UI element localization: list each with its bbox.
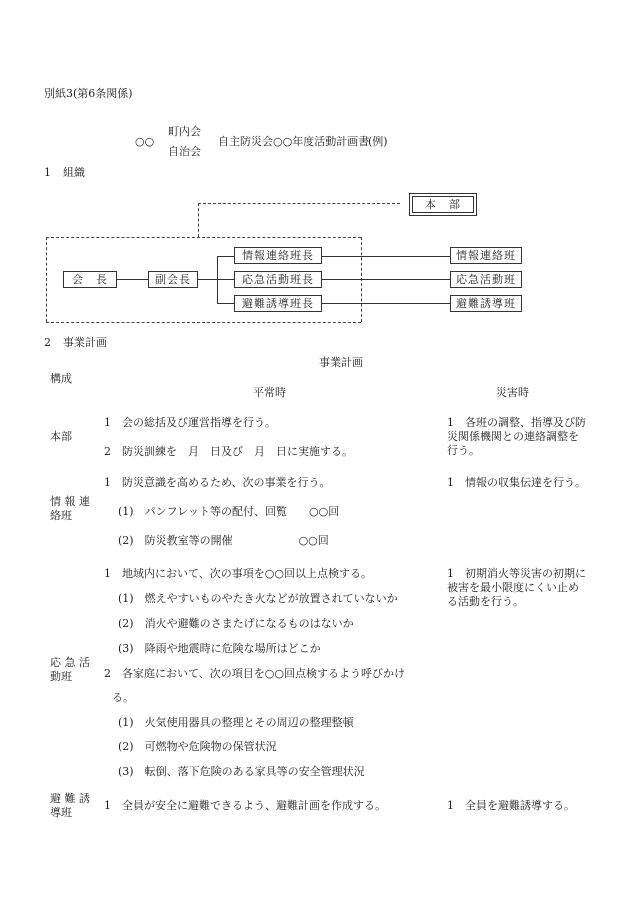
normal-item: (1) 燃えやすいものやたき火などが放置されていないか — [118, 592, 398, 605]
branch-line-1 — [217, 256, 234, 257]
normal-item: (2) 可燃物や危険物の保管状況 — [118, 740, 277, 753]
unit-label-info: 情 報 連絡班 — [50, 495, 90, 522]
branch-line-2 — [217, 279, 234, 280]
org-type-1: 町内会 — [168, 125, 201, 138]
chair-box: 会 長 — [63, 271, 117, 288]
section1-title: 組織 — [63, 166, 85, 179]
normal-item: 1 防災意識を高めるため、次の事業を行う。 — [104, 476, 331, 489]
normal-item: る。 — [112, 691, 134, 704]
normal-item: 2 各家庭において、次の項目を○○回点検するよう呼びかけ — [104, 667, 405, 680]
team-box-info: 情報連絡班 — [450, 247, 522, 264]
document-title: 自主防災会○○年度活動計画書 — [218, 135, 370, 148]
vice-chair-box: 副会長 — [148, 271, 198, 288]
disaster-item-emergency: 1 初期消火等災害の初期に被害を最小限度にくい止める活動を行う。 — [447, 567, 586, 608]
normal-item: (1) 火気使用器具の整理とその周辺の整理整頓 — [118, 716, 354, 729]
leader-team-line-2 — [322, 279, 450, 280]
org-type-2: 自治会 — [168, 145, 201, 158]
hq-connector-horizontal — [198, 203, 400, 204]
disaster-item-hq: 1 各班の調整、指導及び防災関係機関との連絡調整を行う。 — [447, 416, 586, 457]
appendix-reference: 別紙3(第6条関係) — [44, 87, 133, 100]
hq-connector-vertical — [198, 203, 199, 237]
vice-to-branch-line — [198, 279, 217, 280]
leader-box-emergency: 応急活動班長 — [234, 271, 322, 288]
col-disaster-header: 災害時 — [496, 386, 529, 399]
normal-item: 1 会の総括及び運営指導を行う。 — [104, 416, 276, 429]
section2-number: 2 — [44, 336, 51, 349]
org-mark: ○○ — [135, 135, 155, 148]
normal-item: (3) 転倒、落下危険のある家具等の安全管理状況 — [118, 765, 365, 778]
leader-box-evacuation: 避難誘導班長 — [234, 295, 322, 312]
unit-label-evacuation: 避 難 誘導班 — [50, 792, 90, 819]
group-border-top — [46, 237, 361, 238]
col-plan-header: 事業計画 — [319, 356, 363, 369]
section1-number: 1 — [44, 166, 51, 179]
col-structure-header: 構成 — [50, 372, 72, 385]
unit-label-emergency: 応 急 活動班 — [50, 656, 90, 683]
normal-item: 2 防災訓練を 月 日及び 月 日に実施する。 — [104, 445, 353, 458]
leader-team-line-1 — [322, 256, 450, 257]
disaster-item-evacuation: 1 全員を避難誘導する。 — [447, 799, 575, 812]
team-box-emergency: 応急活動班 — [450, 271, 522, 288]
group-border-bottom — [46, 322, 361, 323]
example-mark: (例) — [368, 135, 388, 148]
normal-item: (1) パンフレット等の配付、回覧 ○○回 — [118, 505, 340, 518]
normal-item: 1 全員が安全に避難できるよう、避難計画を作成する。 — [104, 799, 386, 812]
branch-line-3 — [217, 303, 234, 304]
chair-to-vice-line — [117, 279, 148, 280]
group-border-left — [46, 237, 47, 322]
hq-box: 本 部 — [412, 196, 474, 213]
unit-label-hq: 本部 — [50, 430, 72, 443]
normal-item: (2) 防災教室等の開催 ○○回 — [118, 534, 329, 547]
leader-team-line-3 — [322, 303, 450, 304]
leader-box-info: 情報連絡班長 — [234, 247, 322, 264]
normal-item: (2) 消火や避難のさまたげになるものはないか — [118, 617, 354, 630]
normal-item: 1 地域内において、次の事項を○○回以上点検する。 — [104, 567, 372, 580]
normal-item: (3) 降雨や地震時に危険な場所はどこか — [118, 642, 321, 655]
disaster-item-info: 1 情報の収集伝達を行う。 — [447, 476, 586, 489]
col-normal-header: 平常時 — [253, 386, 286, 399]
section2-title: 事業計画 — [63, 336, 107, 349]
team-box-evacuation: 避難誘導班 — [450, 295, 522, 312]
